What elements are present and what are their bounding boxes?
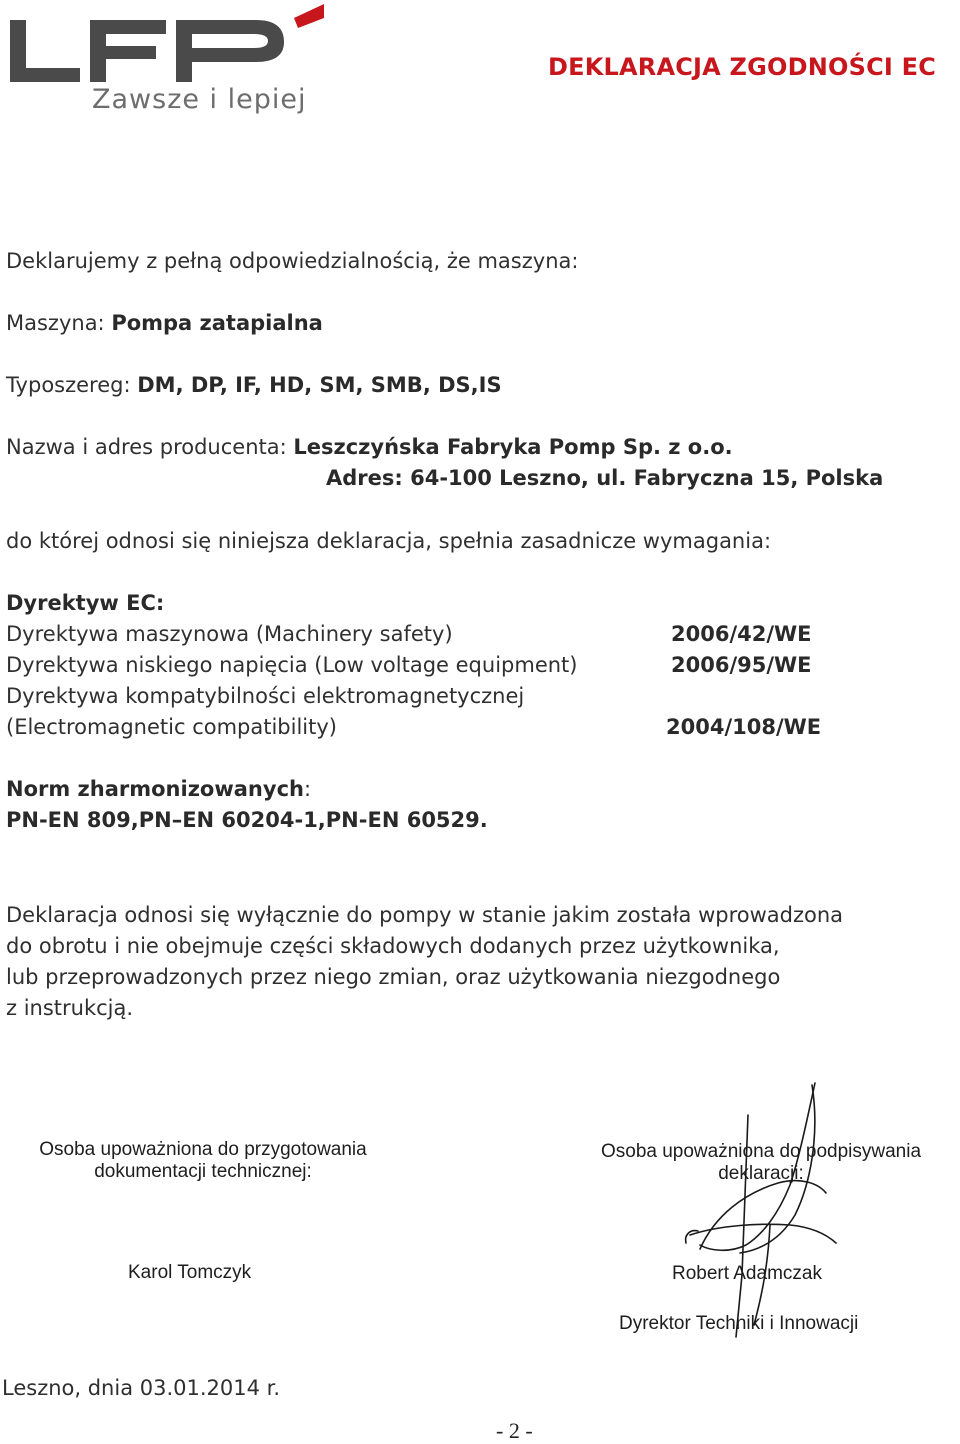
series-line (6, 373, 502, 397)
signatory-role: Osoba upoważniona do podpisywania (600, 1141, 922, 1162)
signatory-name: Robert Adamczak (672, 1263, 822, 1284)
technical-doc-signatory (8, 1139, 398, 1183)
norms-heading (6, 777, 311, 801)
disclaimer-paragraph (6, 900, 956, 1024)
directives-heading: Dyrektyw EC: (6, 591, 165, 615)
disclaimer-line: lub przeprowadzonych przez niego zmian, oraz użytkowania niezgodnego (6, 965, 781, 989)
directive-name: Dyrektywa kompatybilności elektromagnetycznej (6, 684, 525, 708)
signatory-role: Osoba upoważniona do przygotowania (39, 1139, 367, 1160)
compliance-statement: do której odnosi się niniejsza deklaracja, spełnia zasadnicze wymagania: (6, 529, 772, 553)
directive-code: 2004/108/WE (666, 715, 822, 739)
disclaimer-line: do obrotu i nie obejmuje części składowych dodanych przez użytkownika, (6, 934, 780, 958)
handwritten-signature (650, 1075, 890, 1345)
document-title: DEKLARACJA ZGODNOŚCI EC (548, 53, 937, 81)
signatory-position: Dyrektor Techniki i Innowacji (619, 1313, 859, 1334)
signatory-name: Karol Tomczyk (128, 1262, 252, 1283)
series-value: DM, DP, IF, HD, SM, SMB, DS,IS (137, 373, 502, 397)
producer-address: Adres: 64-100 Leszno, ul. Fabryczna 15, Polska (326, 466, 884, 490)
machine-label: Maszyna: (6, 311, 112, 335)
signatory-role: deklaracji: (718, 1163, 804, 1184)
disclaimer-line: z instrukcją. (6, 996, 134, 1020)
directive-name: Dyrektywa niskiego napięcia (Low voltage equipment) (6, 653, 578, 677)
series-label: Typoszereg: (6, 373, 138, 397)
producer-name: Leszczyńska Fabryka Pomp Sp. z o.o. (293, 435, 733, 459)
producer-label: Nazwa i adres producenta: (6, 435, 294, 459)
machine-value: Pompa zatapialna (111, 311, 323, 335)
intro-statement: Deklarujemy z pełną odpowiedzialnością, że maszyna: (6, 249, 579, 273)
directive-code: 2006/42/WE (671, 622, 812, 646)
signatory-role: dokumentacji technicznej: (94, 1161, 312, 1182)
directive-name: Dyrektywa maszynowa (Machinery safety) (6, 622, 453, 646)
company-tagline: Zawsze i lepiej (92, 84, 307, 115)
norms-heading-text: Norm zharmonizowanych (6, 777, 304, 801)
producer-line (6, 435, 733, 459)
norms-heading-colon: : (303, 777, 312, 801)
norms-list: PN-EN 809,PN–EN 60204-1,PN-EN 60529. (6, 808, 488, 832)
directive-code: 2006/95/WE (671, 653, 812, 677)
page-number: - 2 - (496, 1418, 533, 1443)
disclaimer-line: Deklaracja odnosi się wyłącznie do pompy w stanie jakim została wprowadzona (6, 903, 844, 927)
directive-name-translation: (Electromagnetic compatibility) (6, 715, 337, 739)
machine-line (6, 311, 323, 335)
document-date: Leszno, dnia 03.01.2014 r. (2, 1376, 281, 1400)
